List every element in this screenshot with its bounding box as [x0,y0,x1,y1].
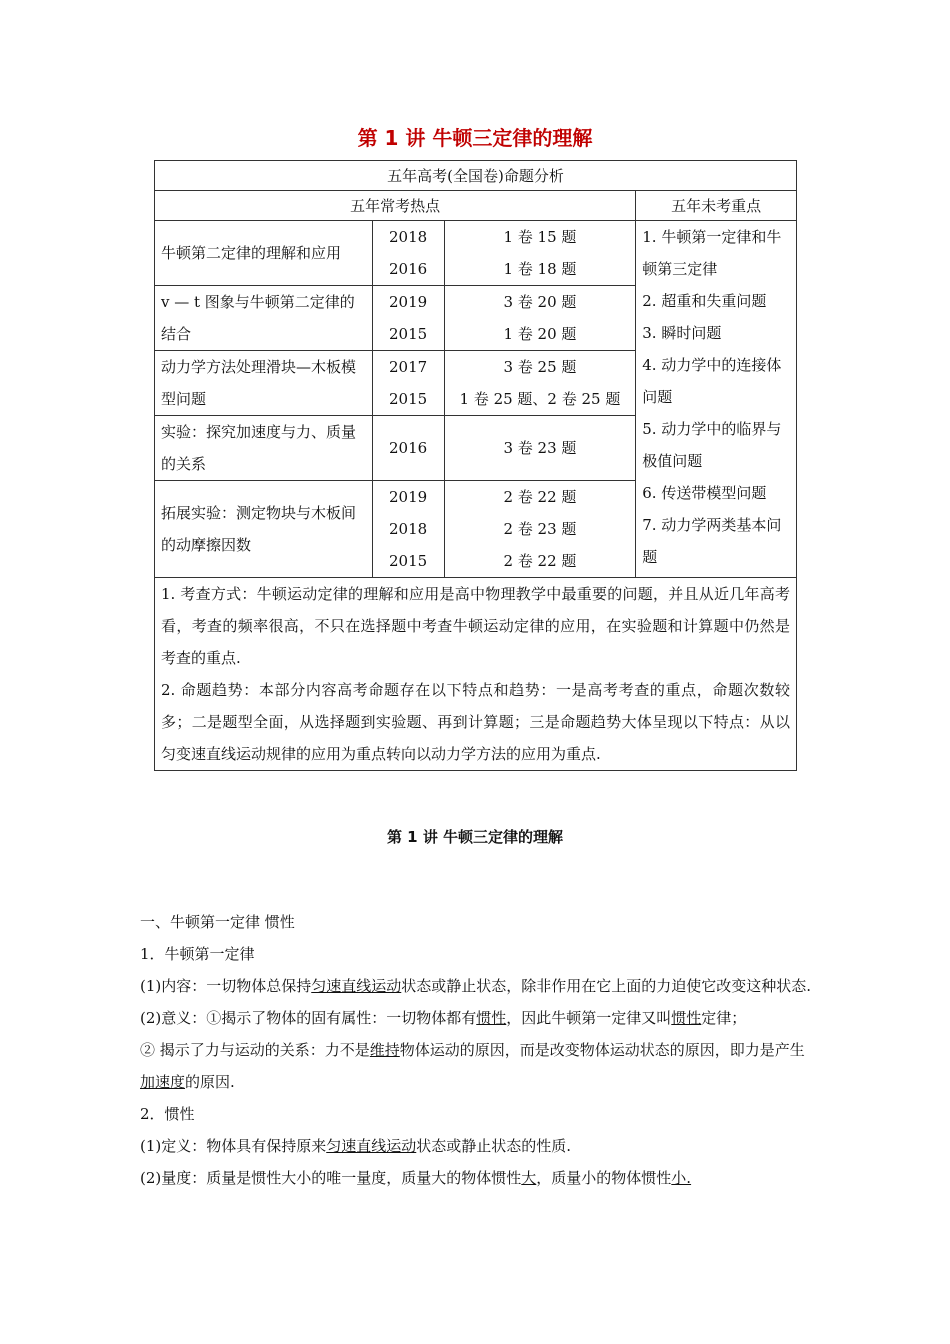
year-cell: 2015 [389,390,428,408]
year-cell: 2015 [389,325,428,343]
text-run: (2)意义：①揭示了物体的固有属性：一切物体都有 [140,1009,477,1027]
key-term: 惯性 [476,1009,507,1027]
key-term: 小. [671,1169,692,1187]
text-run: (2)量度：质量是惯性大小的唯一量度，质量大的物体惯性 [140,1169,522,1187]
col-right-header: 五年未考重点 [636,191,797,221]
year-cell: 2016 [389,260,428,278]
page-title: 第 1 讲 牛顿三定律的理解 [357,126,593,150]
list-item: 5. 动力学中的临界与极值问题 [642,420,782,470]
year-cell: 2015 [389,552,428,570]
paper-cell: 3 卷 23 题 [503,439,577,457]
topic-cell: 动力学方法处理滑块—木板模型问题 [155,351,373,416]
paper-cell: 2 卷 22 题 [503,488,577,506]
right-list [636,221,797,578]
text-run: ② 揭示了力与运动的关系：力不是 [140,1041,370,1059]
year-cell: 2018 [389,520,428,538]
list-item: 2. 超重和失重问题 [642,292,767,310]
paper-cell: 2 卷 22 题 [503,552,577,570]
list-item: 7. 动力学两类基本问题 [642,516,782,566]
list-item: 3. 瞬时问题 [642,324,722,342]
analysis-table [154,160,797,771]
list-item: 4. 动力学中的连接体问题 [642,356,782,406]
col-left-header: 五年常考热点 [155,191,636,221]
year-cell: 2017 [389,358,428,376]
section-heading: 一、牛顿第一定律 惯性 [140,913,295,931]
text-run: 状态或静止状态，除非作用在它上面的力迫使它改变这种状态. [401,977,812,995]
topic-cell: 实验：探究加速度与力、质量的关系 [155,416,373,481]
section-title: 第 1 讲 牛顿三定律的理解 [386,828,564,846]
note-paragraph: 1. 考查方式：牛顿运动定律的理解和应用是高中物理教学中最重要的问题，并且从近几年高考看，考查的频率很高，不只在选择题中考查牛顿运动定律的应用，在实验题和计算题中仍然是考查的重点. [161,585,790,667]
paper-cell: 1 卷 25 题、2 卷 25 题 [459,390,621,408]
note-paragraph: 2. 命题趋势：本部分内容高考命题存在以下特点和趋势：一是高考考查的重点，命题次数较多；二是题型全面，从选择题到实验题、再到计算题；三是命题趋势大体呈现以下特点：从以匀变速直线运动规律的应用为重点转向以动力学方法的应用为重点. [161,681,790,763]
relation-paragraph [140,1034,812,1098]
key-term: 大 [521,1169,537,1187]
paper-cell: 1 卷 18 题 [503,260,577,278]
text-run: (1)定义：物体具有保持原来 [140,1137,327,1155]
key-term: 匀速直线运动 [326,1137,417,1155]
table-header: 五年高考(全国卷)命题分析 [155,161,797,191]
text-run: ，因此牛顿第一定律又叫 [506,1009,672,1027]
text-run: ，质量小的物体惯性 [536,1169,672,1187]
paper-cell: 3 卷 25 题 [503,358,577,376]
text-run: 状态或静止状态的性质. [416,1137,572,1155]
text-run: (1)内容：一切物体总保持 [140,977,312,995]
key-term: 匀速直线运动 [311,977,402,995]
analysis-notes [155,578,797,771]
key-term: 加速度 [140,1073,186,1091]
year-cell: 2016 [389,439,428,457]
item-heading: 1．牛顿第一定律 [140,945,255,963]
paper-cell: 1 卷 15 题 [503,228,577,246]
lesson-body [140,906,812,1194]
text-run: 的原因. [185,1073,235,1091]
topic-cell: 拓展实验：测定物块与木板间的动摩擦因数 [155,481,373,578]
paper-cell: 2 卷 23 题 [503,520,577,538]
definition-paragraph [140,1130,812,1162]
content-paragraph [140,970,812,1002]
list-item: 1. 牛顿第一定律和牛顿第三定律 [642,228,782,278]
year-cell: 2019 [389,293,428,311]
measure-paragraph [140,1162,812,1194]
list-item: 6. 传送带模型问题 [642,484,767,502]
paper-cell: 3 卷 20 题 [503,293,577,311]
text-run: 定律； [701,1009,747,1027]
paper-cell: 1 卷 20 题 [503,325,577,343]
topic-cell: v — t 图象与牛顿第二定律的结合 [155,286,373,351]
topic-cell: 牛顿第二定律的理解和应用 [155,221,373,286]
key-term: 维持 [369,1041,400,1059]
meaning-paragraph [140,1002,812,1034]
key-term: 惯性 [671,1009,702,1027]
item-heading: 2．惯性 [140,1105,195,1123]
year-cell: 2019 [389,488,428,506]
year-cell: 2018 [389,228,428,246]
text-run: 物体运动的原因，而是改变物体运动状态的原因，即力是产生 [399,1041,805,1059]
